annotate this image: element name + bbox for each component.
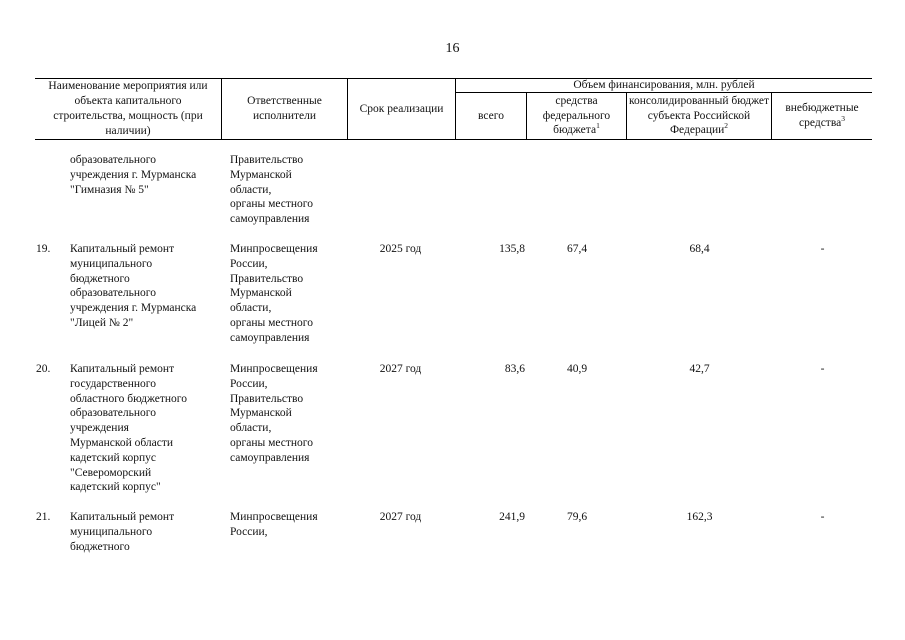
row-federal: 40,9	[566, 363, 588, 375]
row-term: 2027 год	[379, 363, 422, 375]
header-total: всего	[478, 109, 504, 122]
row-number: 19.	[36, 243, 51, 255]
header-executors: Ответственные исполнители	[247, 95, 322, 122]
row-total: 241,9	[499, 511, 525, 523]
row-federal: 79,6	[566, 511, 588, 523]
table-header	[35, 78, 872, 140]
header-federal: средства федерального бюджета$^1$	[542, 94, 611, 137]
row-consolidated: 42,7	[689, 363, 710, 375]
row-extra: -	[820, 363, 825, 375]
row-total: 83,6	[504, 363, 525, 375]
row-number: 20.	[36, 363, 51, 375]
row-executors: Минпросвещения России, Правительство Мурманской области, органы местного самоуправления	[230, 243, 318, 344]
row-consolidated: 68,4	[689, 243, 710, 255]
row-name: Капитальный ремонт муниципального бюджетного образовательного учреждения г. Мурманска "Лицей № 2"	[70, 243, 197, 329]
row-extra: -	[820, 243, 825, 255]
row-number: 21.	[36, 511, 51, 523]
header-name: Наименование мероприятия или объекта капитального строительства, мощность (при наличии)	[48, 80, 208, 137]
row-executors: Минпросвещения России, Правительство Мурманской области, органы местного самоуправления	[230, 363, 318, 464]
row-executors: Правительство Мурманской области, органы местного самоуправления	[230, 154, 313, 226]
row-extra: -	[820, 511, 825, 523]
page-number: 16	[445, 41, 460, 56]
row-total: 135,8	[499, 243, 525, 255]
header-consolidated: консолидированный бюджет субъекта Российской Федерации$^2$	[628, 94, 770, 137]
header-funding: Объем финансирования, млн. рублей	[573, 78, 755, 91]
header-extra: внебюджетные средства$^3$	[785, 102, 859, 129]
row-executors: Минпросвещения России,	[230, 511, 318, 538]
row-name: образовательного учреждения г. Мурманска "Гимназия № 5"	[70, 154, 197, 196]
row-term: 2027 год	[379, 511, 422, 523]
row-term: 2025 год	[379, 243, 422, 255]
row-name: Капитальный ремонт муниципального бюджетного	[70, 511, 175, 553]
row-consolidated: 162,3	[686, 511, 713, 523]
header-term: Срок реализации	[359, 102, 444, 115]
row-name: Капитальный ремонт государственного областного бюджетного образовательного учреждения Мурманской области кадетский корпус "Североморский кадетский корпус"	[70, 363, 187, 494]
row-federal: 67,4	[566, 243, 588, 255]
